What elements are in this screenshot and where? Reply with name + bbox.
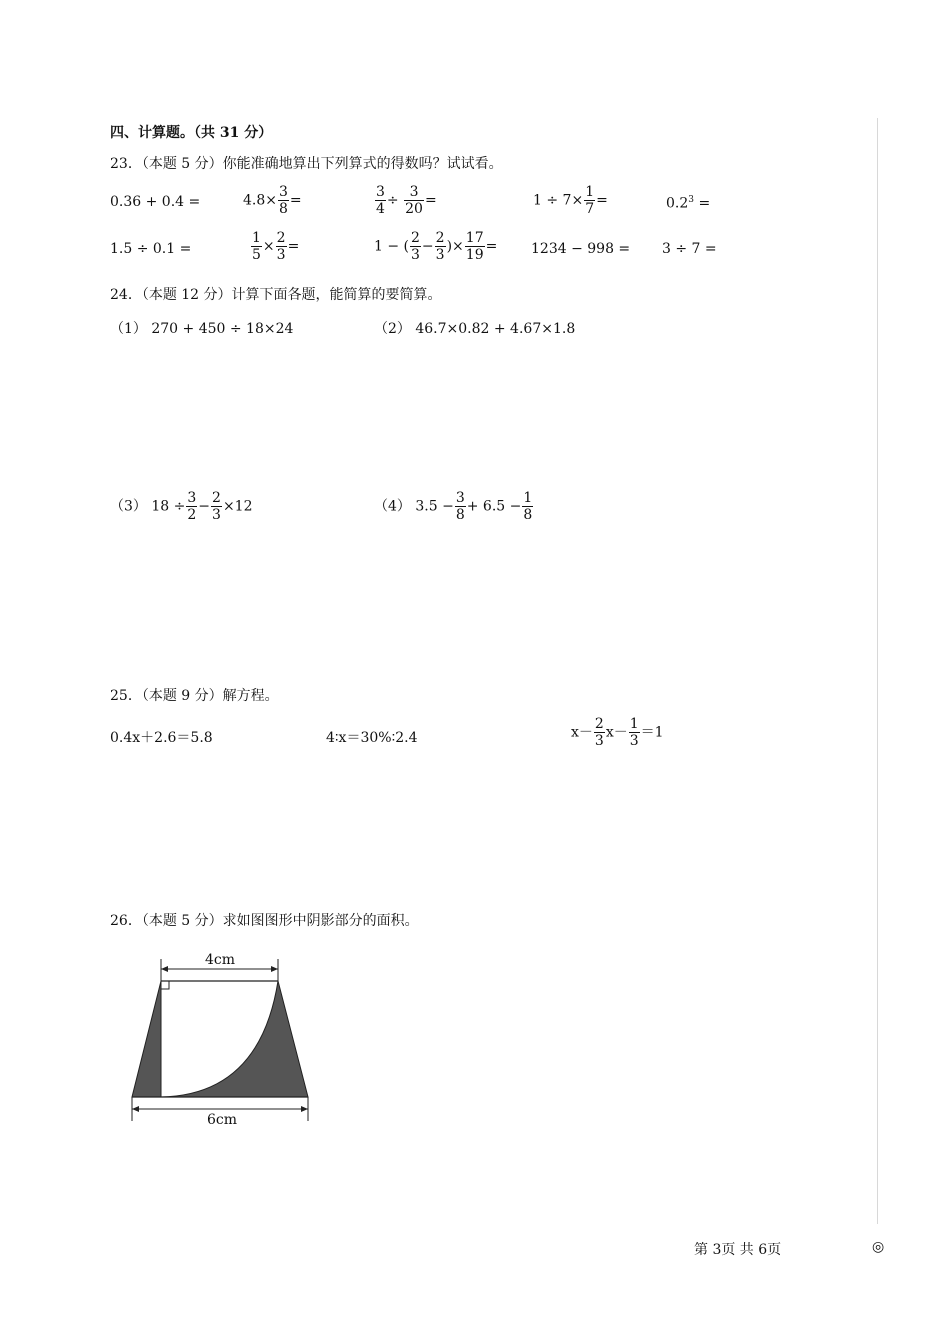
section-title: 四、计算题。（共 31 分）: [110, 125, 273, 141]
q25-title: 25．（本题 9 分）解方程。: [110, 688, 279, 704]
q24-part-3: （3） 18 ÷ $\frac{3}{2}$ − $\frac{2}{3}$ ×12: [110, 490, 253, 524]
q26-title: 26．（本题 5 分）求如图图形中阴影部分的面积。: [110, 913, 419, 929]
q23-expr-9: 1234 − 998 =: [531, 241, 631, 257]
q25-eq-3: x－ $\frac{2}{3}$ x－ $\frac{1}{3}$ ＝1: [571, 716, 664, 750]
q24-title: 24．（本题 12 分）计算下面各题，能简算的要简算。: [110, 287, 442, 303]
q23-expr-8: 1 − ( $\frac{2}{3}$ − $\frac{2}{3}$ )× $\frac{17}{19}$ =: [374, 230, 498, 264]
q24-part-4: （4） 3.5 − $\frac{3}{8}$ + 6.5 − $\frac{1}{8}$: [374, 490, 533, 524]
q24-part-2: （2） 46.7×0.82 + 4.67×1.8: [374, 321, 576, 337]
q25-eq-2: 4∶x＝30%∶2.4: [326, 730, 418, 746]
q23-expr-6: 1.5 ÷ 0.1 =: [110, 241, 192, 257]
trapezoid-figure: [120, 945, 320, 1130]
page-number: 第 3页 共 6页: [694, 1242, 782, 1258]
q23-expr-4: 1 ÷ 7× $\frac{1}{7}$ =: [533, 184, 608, 218]
q25-eq-1: 0.4x＋2.6＝5.8: [110, 730, 213, 746]
q23-title: 23．（本题 5 分）你能准确地算出下列算式的得数吗？试试看。: [110, 156, 503, 172]
figure-label-top: 4cm: [205, 952, 236, 968]
q23-expr-5: $0.2^3$ =: [666, 195, 711, 212]
margin-rule: [877, 118, 878, 1224]
q23-expr-10: 3 ÷ 7 =: [662, 241, 717, 257]
q24-part-1: （1） 270 + 450 ÷ 18×24: [110, 321, 294, 337]
q23-expr-2: 4.8× $\frac{3}{8}$ =: [243, 184, 302, 218]
q23-expr-7: $\frac{1}{5}$ × $\frac{2}{3}$ =: [252, 230, 300, 264]
footer-mark: ◎: [872, 1239, 885, 1255]
figure-label-bottom: 6cm: [207, 1112, 238, 1128]
q23-expr-1: 0.36 + 0.4 =: [110, 194, 201, 210]
q23-expr-3: $\frac{3}{4}$ ÷ $\frac{3}{20}$ =: [376, 184, 437, 218]
